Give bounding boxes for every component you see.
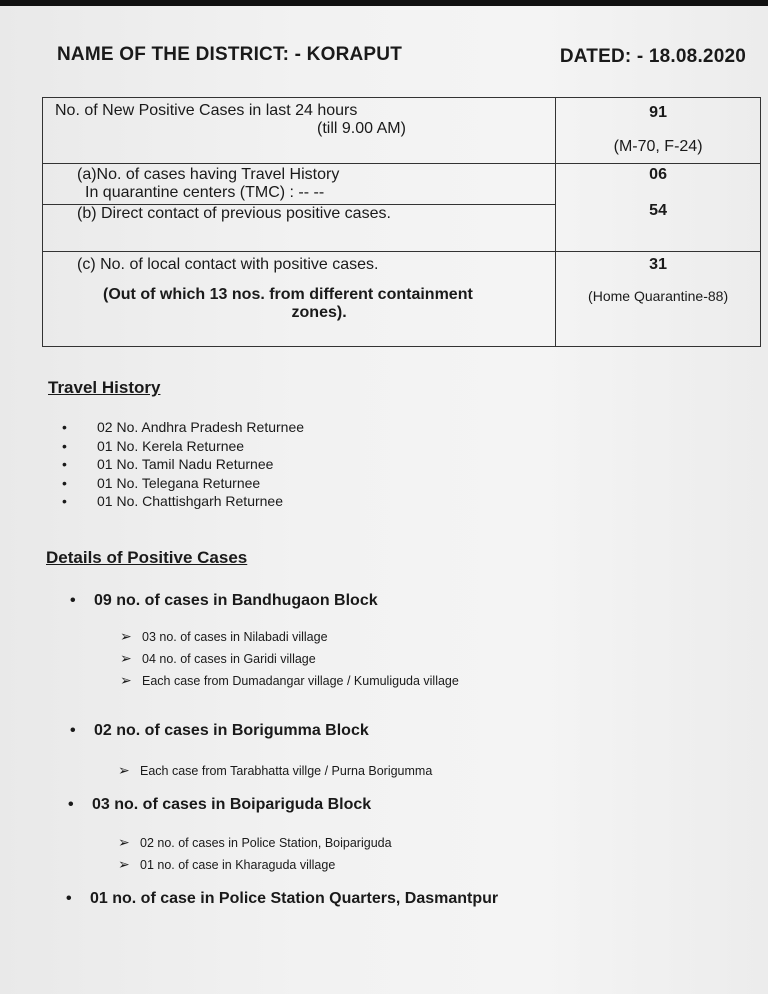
- arrow-bullet-icon: ➢: [120, 672, 132, 688]
- containment-note-end: zones).: [291, 304, 347, 321]
- list-item: • 02 No. Andhra Pradesh Returnee: [62, 418, 304, 437]
- bullet-icon: •: [68, 796, 74, 813]
- quarantine-centers-label: In quarantine centers (TMC) : -- --: [85, 184, 325, 201]
- arrow-bullet-icon: ➢: [118, 762, 130, 778]
- travel-history-value: 06: [649, 166, 667, 183]
- block-heading-dasmantpur: [66, 890, 498, 908]
- case-summary-table: [42, 97, 761, 347]
- list-item: ➢ Each case from Dumadangar village / Kumuliguda village: [120, 670, 459, 692]
- list-item: • 01 No. Tamil Nadu Returnee: [62, 455, 304, 474]
- top-edge-shadow: [0, 0, 768, 6]
- report-date: DATED: - 18.08.2020: [559, 46, 746, 67]
- block-heading-bandhugaon: [70, 592, 378, 610]
- list-item: ➢ Each case from Tarabhatta villge / Purna Borigumma: [118, 760, 432, 782]
- block-heading-boipariguda: [68, 796, 371, 814]
- bullet-icon: •: [66, 890, 72, 907]
- table-row: [43, 252, 761, 347]
- local-contact-label: (c) No. of local contact with positive cases.: [77, 256, 379, 273]
- block-heading-borigumma: [70, 722, 369, 740]
- list-item: ➢ 01 no. of case in Kharaguda village: [118, 854, 392, 876]
- new-cases-time-note: (till 9.00 AM): [317, 120, 406, 137]
- list-item: • 01 No. Telegana Returnee: [62, 474, 304, 493]
- boipariguda-village-list: [118, 832, 392, 876]
- bandhugaon-village-list: [120, 626, 459, 692]
- arrow-bullet-icon: ➢: [120, 628, 132, 644]
- borigumma-village-list: [118, 760, 432, 782]
- direct-contact-value: 54: [649, 202, 667, 219]
- row-divider: [43, 204, 555, 223]
- table-row: [43, 164, 761, 252]
- list-item: ➢ 03 no. of cases in Nilabadi village: [120, 626, 459, 648]
- direct-contact-label: (b) Direct contact of previous positive cases.: [77, 205, 391, 222]
- list-item: • 01 No. Kerela Returnee: [62, 437, 304, 456]
- home-quarantine-count: (Home Quarantine-88): [588, 288, 729, 304]
- gender-split: (M-70, F-24): [613, 138, 703, 155]
- block-heading-text: 09 no. of cases in Bandhugaon Block: [94, 592, 378, 609]
- travel-history-heading: Travel History: [48, 378, 161, 397]
- list-item: ➢ 04 no. of cases in Garidi village: [120, 648, 459, 670]
- local-contact-value: 31: [649, 256, 667, 273]
- new-cases-label-cell: [43, 98, 556, 164]
- list-item: • 01 No. Chattishgarh Returnee: [62, 492, 304, 511]
- containment-note: (Out of which 13 nos. from different containment: [103, 286, 473, 303]
- block-heading-text: 02 no. of cases in Borigumma Block: [94, 722, 369, 739]
- arrow-bullet-icon: ➢: [118, 856, 130, 872]
- bullet-icon: •: [70, 722, 76, 739]
- arrow-bullet-icon: ➢: [120, 650, 132, 666]
- new-cases-label: No. of New Positive Cases in last 24 hours: [55, 102, 358, 119]
- arrow-bullet-icon: ➢: [118, 834, 130, 850]
- block-heading-text: 03 no. of cases in Boipariguda Block: [92, 796, 372, 813]
- new-cases-value: 91: [649, 104, 667, 121]
- block-heading-text: 01 no. of case in Police Station Quarters, Dasmantpur: [90, 890, 499, 907]
- list-item: ➢ 02 no. of cases in Police Station, Boipariguda: [118, 832, 392, 854]
- district-title: NAME OF THE DISTRICT: - KORAPUT: [57, 44, 403, 65]
- bullet-icon: •: [70, 592, 76, 609]
- local-contact-label-cell: [43, 252, 556, 347]
- new-cases-value-cell: [556, 98, 761, 164]
- travel-history-list: [62, 418, 304, 511]
- travel-contact-label-cell: [43, 164, 556, 252]
- travel-contact-value-cell: [556, 164, 761, 252]
- travel-history-label: (a)No. of cases having Travel History: [77, 166, 340, 183]
- details-heading: Details of Positive Cases: [46, 548, 248, 567]
- local-contact-value-cell: [556, 252, 761, 347]
- table-row: [43, 98, 761, 164]
